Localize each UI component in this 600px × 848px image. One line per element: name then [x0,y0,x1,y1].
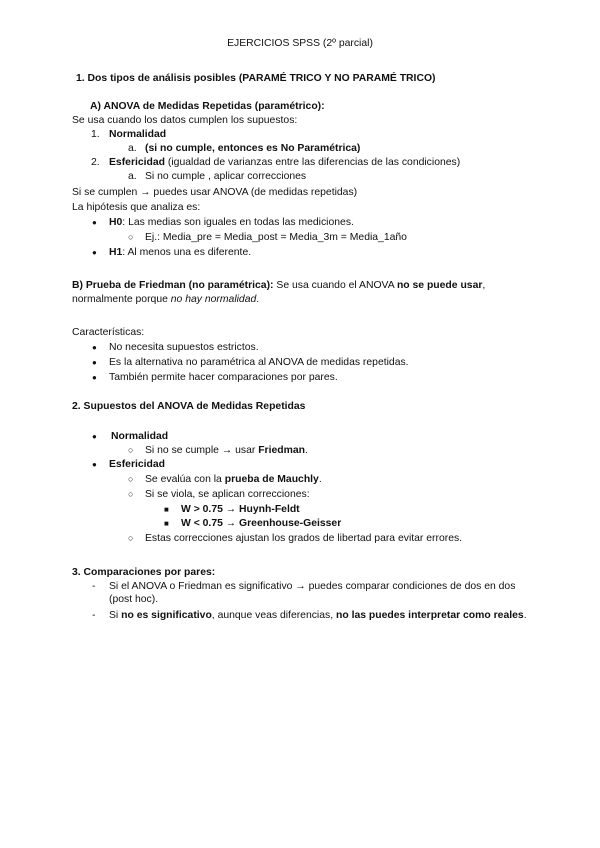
list-item: También permite hacer comparaciones por pares. [109,372,338,383]
mauchly-text: Se evalúa con la [145,474,225,485]
hypothesis-intro: La hipótesis que analiza es: [72,202,201,213]
esfericidad-line [109,156,460,169]
friedman-bold: no se puede usar [396,280,483,291]
friedman-comma: , [482,280,486,291]
caracteristicas-label: Características: [72,327,145,338]
friedman-italic: no hay normalidad [170,294,257,305]
pairwise-text-1: Si [109,610,122,621]
friedman-reason: normalmente porque [72,294,171,305]
document-title: EJERCICIOS SPSS (2º parcial) [227,38,373,49]
normalidad-sub-text: Si no se cumple → usar [145,445,259,456]
bullet-icon: ● [92,218,97,227]
pairwise-item-1: Si el ANOVA o Friedman es significativo → puedes comparar condiciones de dos en dos (post hoc). [109,581,516,605]
friedman-text: Se usa cuando el ANOVA [273,280,397,291]
esfericidad-label: Esfericidad [109,157,166,168]
circle-bullet-icon: ○ [128,445,134,455]
list-item: Es la alternativa no paramétrica al ANOVA de medidas repetidas. [109,357,409,368]
friedman-line-2 [72,293,259,306]
friedman-line [72,279,485,292]
h1-line [109,246,251,259]
square-bullet-icon: ■ [164,505,169,514]
normalidad-sub-end: . [304,445,308,456]
circle-bullet-icon: ○ [128,533,134,543]
section-2-heading: 2. Supuestos del ANOVA de Medidas Repetidas [72,401,306,412]
bullet-icon: ● [92,432,97,441]
corrections-note: Estas correcciones ajustan los grados de libertad para evitar errores. [145,533,463,544]
pairwise-bold-2: no las puedes interpretar como reales [336,610,524,621]
circle-bullet-icon: ○ [128,474,134,484]
bullet-icon: ● [92,373,97,382]
h0-label: H0 [109,217,123,228]
h0-text: : Las medias son iguales en todas las mediciones. [122,217,354,228]
circle-bullet-icon: ○ [128,232,134,242]
pairwise-text-2: , aunque veas diferencias, [211,610,336,621]
bullet-icon: ● [92,460,97,469]
list-letter: a. [128,143,137,154]
pairwise-bold-1: no es significativo [121,610,212,621]
pairwise-text-3: . [523,610,527,621]
normalidad-label-2: Normalidad [111,431,169,442]
anova-intro: Se usa cuando los datos cumplen los supuestos: [72,115,298,126]
circle-bullet-icon: ○ [128,489,134,499]
mauchly-end: . [318,474,322,485]
friedman-period: . [256,294,260,305]
violation-text: Si se viola, se aplican correcciones: [145,489,310,500]
dash-icon: - [92,610,96,621]
mauchly-line [145,473,322,486]
esfericidad-note: Si no cumple , aplicar correcciones [145,171,307,182]
h1-label: H1 [109,247,123,258]
pairwise-item-2 [109,609,537,622]
h0-line [109,216,354,229]
section-1-heading: 1. Dos tipos de análisis posibles (PARAMÉ TRICO Y NO PARAMÉ TRICO) [76,73,436,84]
esfericidad-label-2: Esfericidad [109,459,166,470]
h1-text: : Al menos una es diferente. [122,247,252,258]
section-3-heading: 3. Comparaciones por pares: [72,567,216,578]
dash-icon: - [92,581,96,592]
square-bullet-icon: ■ [164,519,169,528]
if-met-text: Si se cumplen → puedes usar ANOVA (de medidas repetidas) [72,187,358,198]
normalidad-label: Normalidad [109,129,167,140]
list-number: 1. [91,129,100,140]
correction-huynh-feldt: W > 0.75 → Huynh-Feldt [181,504,300,515]
anova-heading: A) ANOVA de Medidas Repetidas (paramétrico): [90,101,325,112]
bullet-icon: ● [92,248,97,257]
list-letter: a. [128,171,137,182]
bullet-icon: ● [92,358,97,367]
mauchly-bold: prueba de Mauchly [224,474,319,485]
bullet-icon: ● [92,343,97,352]
esfericidad-desc: (igualdad de varianzas entre las diferencias de las condiciones) [165,157,461,168]
list-item: No necesita supuestos estrictos. [109,342,259,353]
friedman-bold-2: Friedman [258,445,305,456]
list-number: 2. [91,157,100,168]
normalidad-sub [145,444,308,457]
normalidad-note: (si no cumple, entonces es No Paramétrica) [145,143,361,154]
h0-example: Ej.: Media_pre = Media_post = Media_3m = Media_1año [145,232,407,243]
friedman-heading: B) Prueba de Friedman (no paramétrica): [72,280,274,291]
correction-greenhouse-geisser: W < 0.75 → Greenhouse-Geisser [181,518,342,529]
